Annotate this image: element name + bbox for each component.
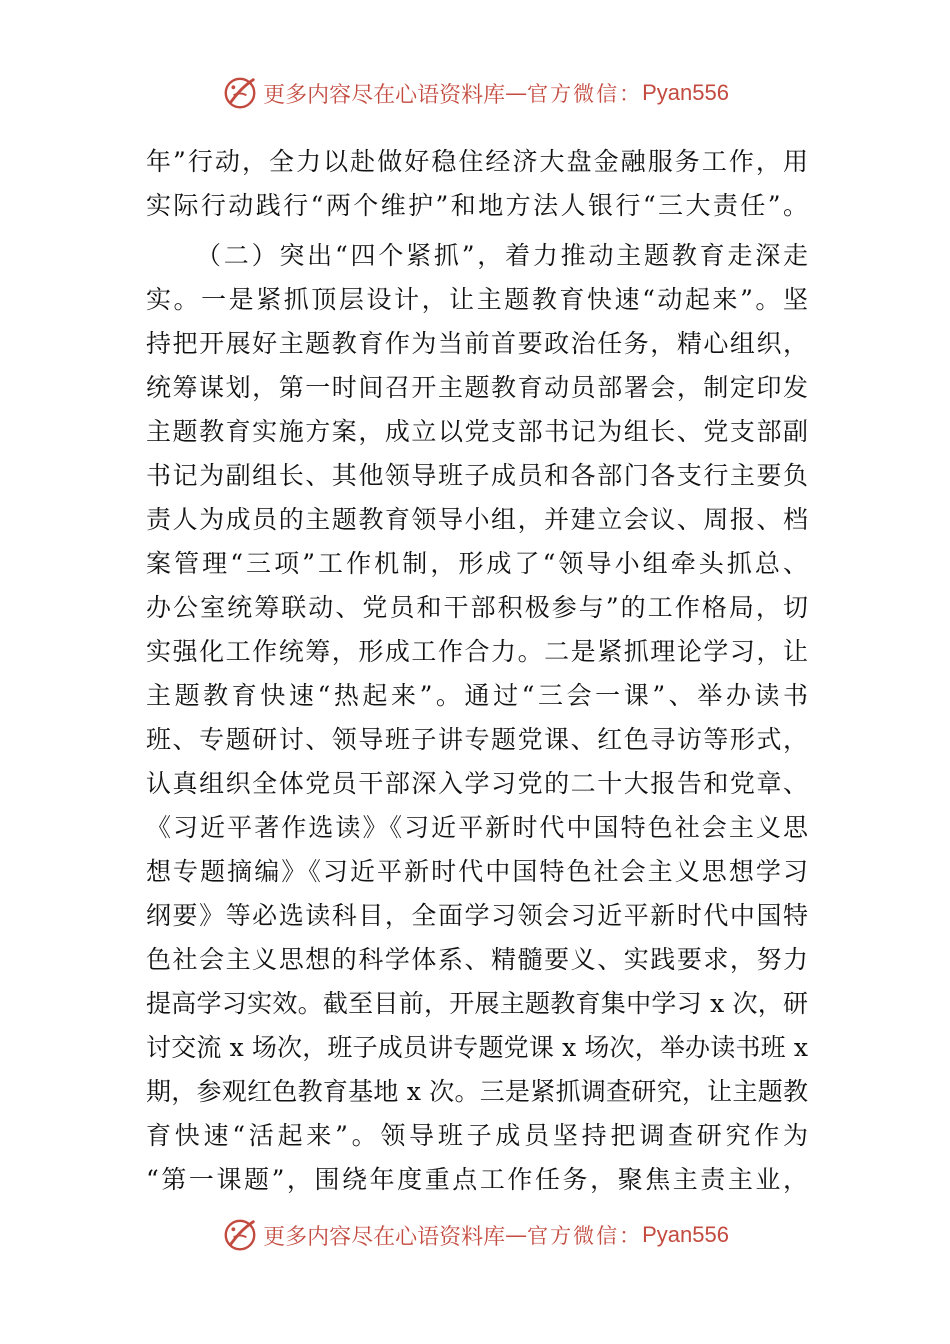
banner-separator: — [505, 80, 528, 106]
text-line: 年”行动，全力以赴做好稳住经济大盘金融服务工作，用 [146, 147, 808, 176]
banner-wechat-label: 官方微信： [527, 82, 643, 106]
banner-wechat-label: 官方微信： [527, 1224, 643, 1248]
banner-wechat-id: Pyan556 [642, 1222, 729, 1247]
text-line: 色社会主义思想的科学体系、精髓要义、实践要求，努力 [146, 945, 808, 974]
paragraph-2 [146, 234, 808, 1202]
text-line: 书记为副组长、其他领导班子成员和各部门各支行主要负 [146, 461, 808, 490]
header-banner [0, 73, 950, 113]
text-line: 育快速“活起来”。领导班子成员坚持把调查研究作为 [146, 1121, 808, 1150]
document-body [146, 140, 808, 1202]
text-line: 班、专题研讨、领导班子讲专题党课、红色寻访等形式， [146, 725, 808, 754]
text-line: 纲要》等必选读科目，全面学习领会习近平新时代中国特 [146, 901, 808, 930]
banner-separator: — [505, 1222, 528, 1248]
text-line: 统筹谋划，第一时间召开主题教育动员部署会，制定印发 [146, 373, 808, 402]
text-line: 主题教育快速“热起来”。通过“三会一课”、举办读书 [146, 681, 808, 710]
text-line: 想专题摘编》《习近平新时代中国特色社会主义思想学习 [146, 857, 808, 886]
footer-banner [0, 1215, 950, 1255]
text-line-indented: （二）突出“四个紧抓”，着力推动主题教育走深走 [196, 241, 808, 270]
text-line: 案管理“三项”工作机制，形成了“领导小组牵头抓总、 [146, 549, 808, 578]
text-line: 认真组织全体党员干部深入学习党的二十大报告和党章、 [146, 769, 808, 798]
text-line: 实。一是紧抓顶层设计，让主题教育快速“动起来”。坚 [146, 285, 808, 314]
text-line: “第一课题”，围绕年度重点工作任务，聚焦主责主业， [146, 1165, 808, 1194]
text-line: 讨交流 x 场次，班子成员讲专题党课 x 场次，举办读书班 x [146, 1033, 808, 1062]
banner-site-text: 更多内容尽在心语资料库 [263, 1224, 506, 1250]
logo-icon [221, 74, 259, 112]
paragraph-1 [146, 140, 808, 228]
text-line: 《习近平著作选读》《习近平新时代中国特色社会主义思 [146, 813, 808, 842]
text-line: 责人为成员的主题教育领导小组，并建立会议、周报、档 [146, 505, 808, 534]
text-line: 主题教育实施方案，成立以党支部书记为组长、党支部副 [146, 417, 808, 446]
text-line: 实际行动践行“两个维护”和地方法人银行“三大责任”。 [146, 191, 808, 220]
text-line: 期，参观红色教育基地 x 次。三是紧抓调查研究，让主题教 [146, 1077, 808, 1106]
text-line: 实强化工作统筹，形成工作合力。二是紧抓理论学习，让 [146, 637, 808, 666]
logo-icon [221, 1216, 259, 1254]
text-line: 提高学习实效。截至目前，开展主题教育集中学习 x 次，研 [146, 989, 808, 1018]
text-line: 办公室统筹联动、党员和干部积极参与”的工作格局，切 [146, 593, 808, 622]
banner-wechat-id: Pyan556 [642, 80, 729, 105]
banner-site-text: 更多内容尽在心语资料库 [263, 82, 506, 108]
text-line: 持把开展好主题教育作为当前首要政治任务，精心组织， [146, 329, 808, 358]
